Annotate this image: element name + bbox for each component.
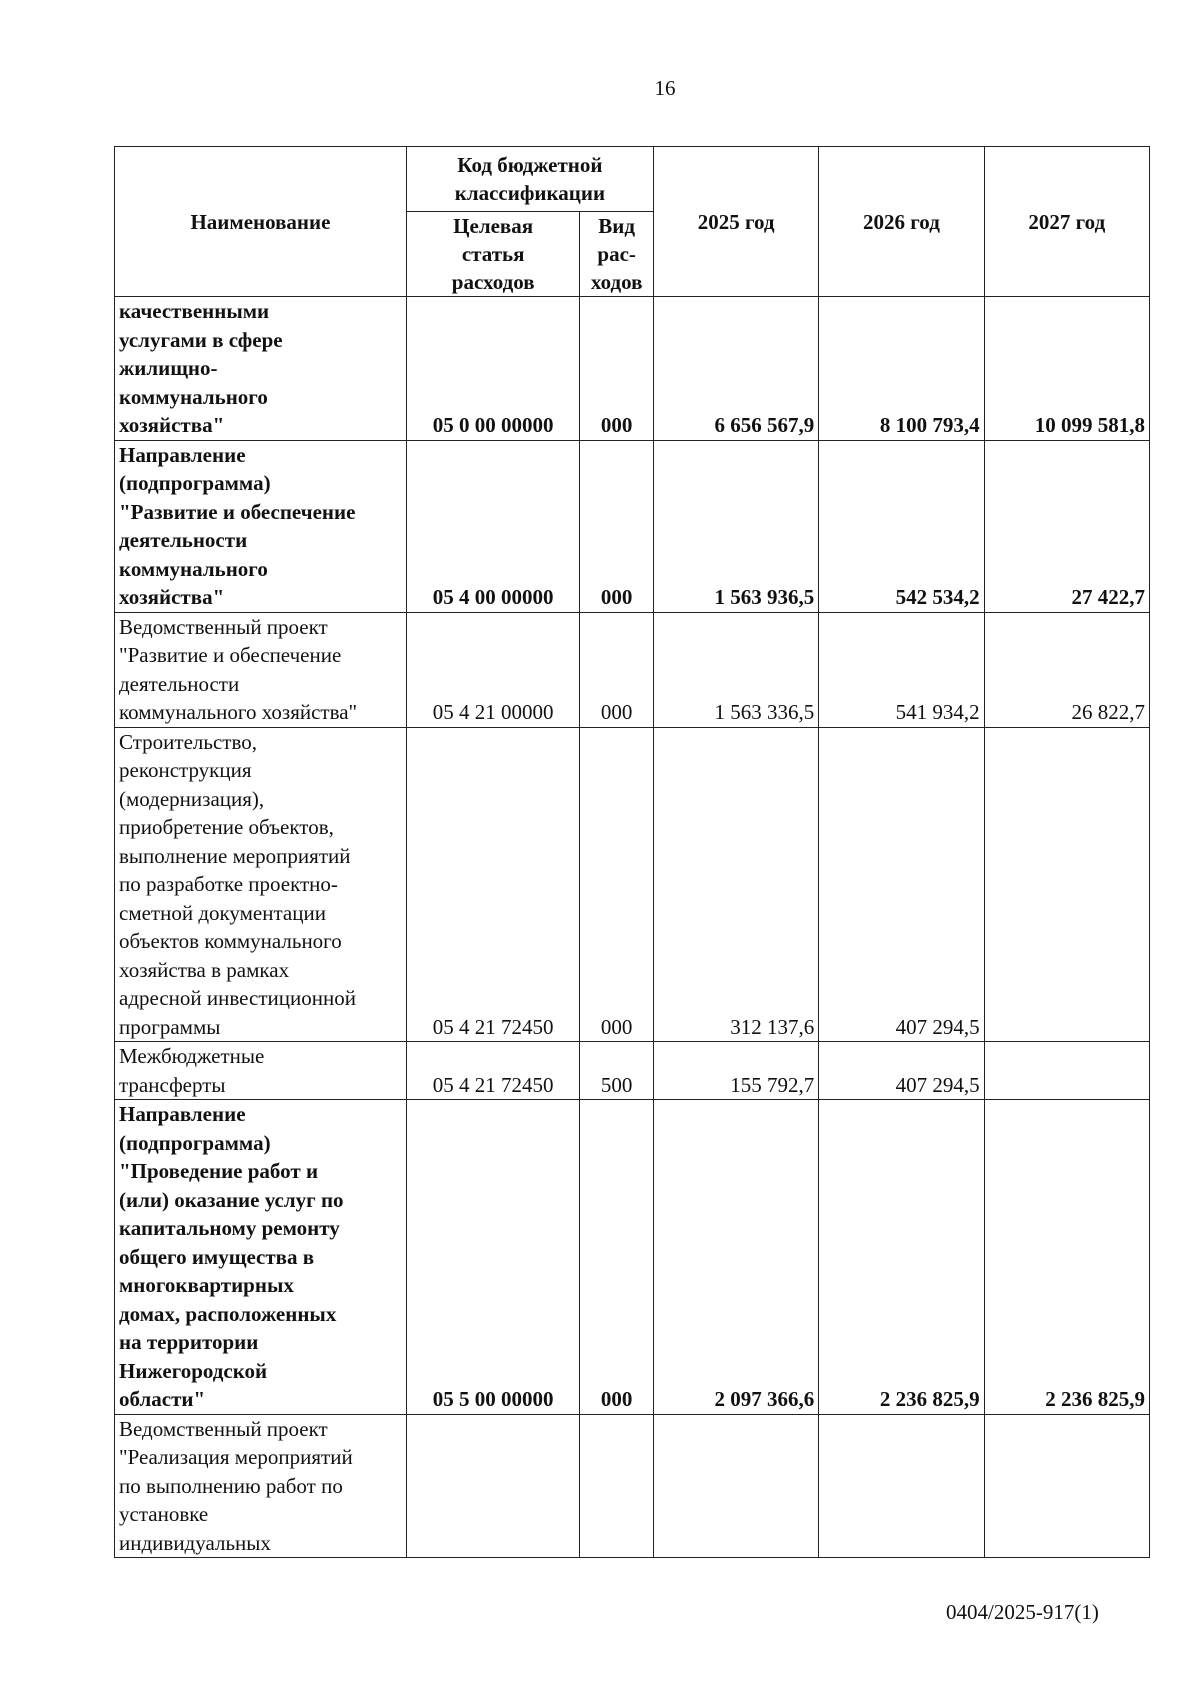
row-value-2026: 407 294,5 xyxy=(819,1042,984,1100)
table-header-row xyxy=(115,147,1150,212)
header-target-article: Целевая статья расходов xyxy=(406,212,580,297)
row-expense-kind: 500 xyxy=(580,1042,654,1100)
row-value-2027 xyxy=(984,1414,1149,1558)
budget-table xyxy=(114,146,1150,1558)
header-expense-kind: Вид рас-ходов xyxy=(580,212,654,297)
row-value-2027: 27 422,7 xyxy=(984,440,1149,612)
row-expense-kind: 000 xyxy=(580,297,654,441)
row-name: Межбюджетные трансферты xyxy=(115,1042,407,1100)
row-expense-kind: 000 xyxy=(580,1100,654,1415)
row-name: Ведомственный проект "Развитие и обеспечение деятельности коммунального хозяйства" xyxy=(115,612,407,727)
row-name: Ведомственный проект "Реализация мероприятий по выполнению работ по установке индивидуальных xyxy=(115,1414,407,1558)
table-row xyxy=(115,1100,1150,1415)
row-target-article: 05 4 21 72450 xyxy=(406,1042,580,1100)
row-value-2027: 26 822,7 xyxy=(984,612,1149,727)
row-value-2026: 541 934,2 xyxy=(819,612,984,727)
table-row xyxy=(115,297,1150,441)
table-row xyxy=(115,1414,1150,1558)
row-target-article xyxy=(406,1414,580,1558)
row-target-article: 05 4 00 00000 xyxy=(406,440,580,612)
row-target-article: 05 4 21 72450 xyxy=(406,727,580,1042)
header-year-2027: 2027 год xyxy=(984,147,1149,297)
table-row xyxy=(115,1042,1150,1100)
row-expense-kind xyxy=(580,1414,654,1558)
row-value-2026 xyxy=(819,1414,984,1558)
table-row xyxy=(115,727,1150,1042)
document-code: 0404/2025-917(1) xyxy=(946,1600,1099,1624)
row-value-2026: 2 236 825,9 xyxy=(819,1100,984,1415)
table-row xyxy=(115,440,1150,612)
row-value-2027: 10 099 581,8 xyxy=(984,297,1149,441)
row-name: Направление (подпрограмма) "Развитие и обеспечение деятельности коммунального хозяйства" xyxy=(115,440,407,612)
row-value-2025: 1 563 336,5 xyxy=(653,612,818,727)
row-value-2027 xyxy=(984,1042,1149,1100)
row-expense-kind: 000 xyxy=(580,727,654,1042)
row-name: Строительство, реконструкция (модернизация), приобретение объектов, выполнение мероприятий по разработке проектно- сметной документации объектов коммунального хозяйства в рамках адресной инвестиционной программы xyxy=(115,727,407,1042)
page-number: 16 xyxy=(654,76,676,100)
row-name: качественными услугами в сфере жилищно- коммунального хозяйства" xyxy=(115,297,407,441)
header-code-group: Код бюджетной классификации xyxy=(406,147,653,212)
header-year-2026: 2026 год xyxy=(819,147,984,297)
row-value-2027 xyxy=(984,727,1149,1042)
row-target-article: 05 0 00 00000 xyxy=(406,297,580,441)
row-value-2026: 8 100 793,4 xyxy=(819,297,984,441)
row-value-2026: 542 534,2 xyxy=(819,440,984,612)
row-value-2025: 155 792,7 xyxy=(653,1042,818,1100)
row-target-article: 05 4 21 00000 xyxy=(406,612,580,727)
row-name: Направление (подпрограмма) "Проведение работ и (или) оказание услуг по капитальному ремонту общего имущества в многоквартирных домах, расположенных на территории Нижегородской области" xyxy=(115,1100,407,1415)
row-value-2025: 312 137,6 xyxy=(653,727,818,1042)
row-value-2025: 2 097 366,6 xyxy=(653,1100,818,1415)
row-value-2025: 6 656 567,9 xyxy=(653,297,818,441)
row-value-2025: 1 563 936,5 xyxy=(653,440,818,612)
table-row xyxy=(115,612,1150,727)
row-value-2025 xyxy=(653,1414,818,1558)
header-name: Наименование xyxy=(115,147,407,297)
row-expense-kind: 000 xyxy=(580,440,654,612)
row-value-2027: 2 236 825,9 xyxy=(984,1100,1149,1415)
header-year-2025: 2025 год xyxy=(653,147,818,297)
row-value-2026: 407 294,5 xyxy=(819,727,984,1042)
table-body xyxy=(115,297,1150,1558)
row-expense-kind: 000 xyxy=(580,612,654,727)
row-target-article: 05 5 00 00000 xyxy=(406,1100,580,1415)
